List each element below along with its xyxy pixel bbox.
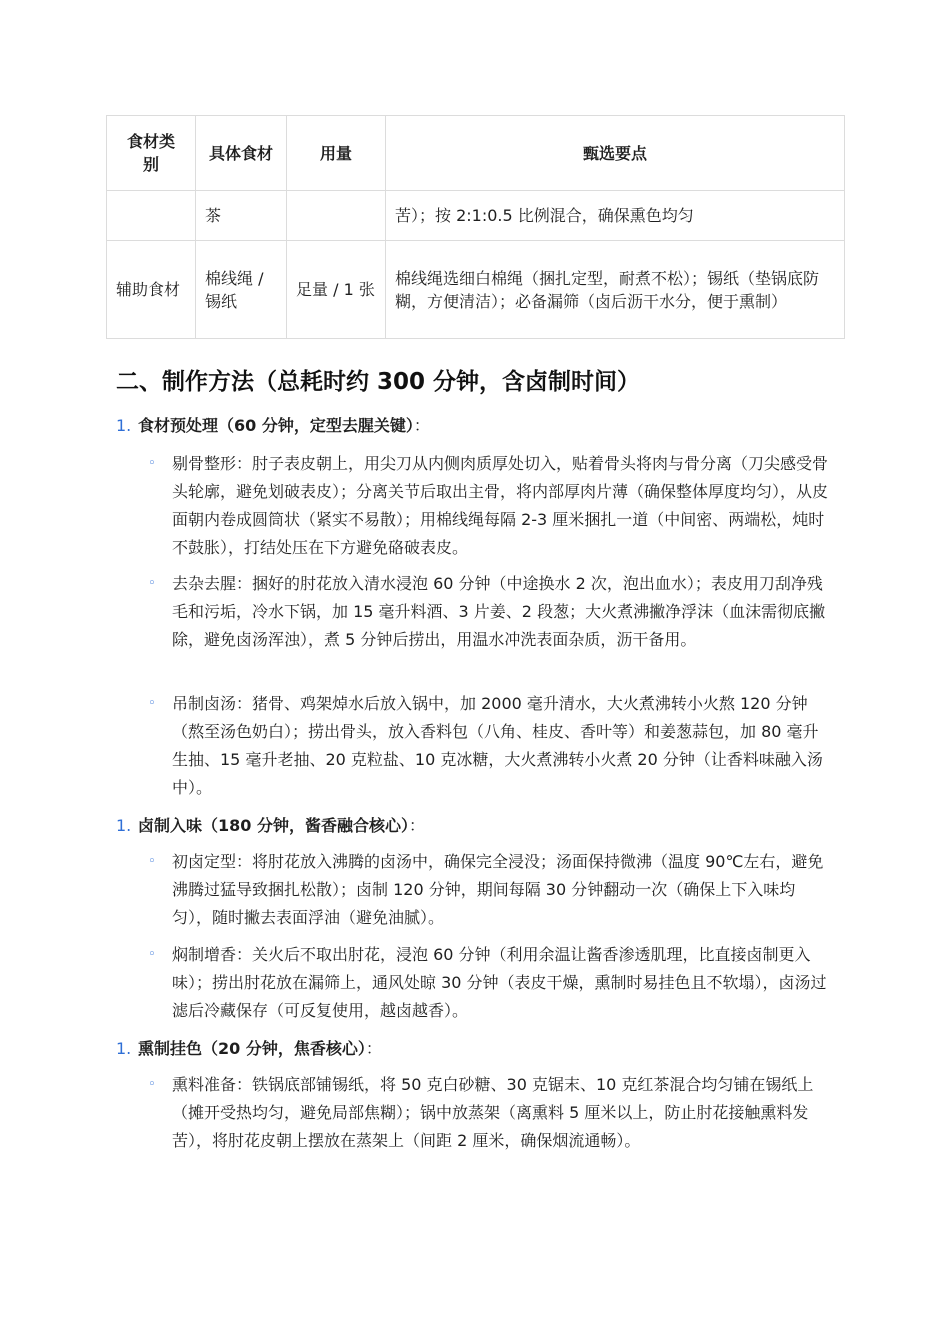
table-row — [107, 241, 845, 339]
step-heading — [116, 414, 430, 437]
list-item — [148, 690, 828, 802]
table-cell: 苦）；按 2:1:0.5 比例混合，确保熏色均匀 — [386, 191, 845, 241]
step-title: 卤制入味（180 分钟，酱香融合核心） — [138, 816, 409, 835]
list-item-text: 初卤定型：将肘花放入沸腾的卤汤中，确保完全浸没；汤面保持微沸（温度 90℃左右，避免沸腾过猛导致捆扎松散）；卤制 120 分钟，期间每隔 30 分钟翻动一次（确保上下入味均匀），随时撇去表面浮油（避免油腻）。 — [172, 852, 824, 927]
header-amount: 用量 — [287, 116, 386, 191]
table-cell: 棉线绳 / 锡纸 — [196, 241, 287, 339]
ingredients-table — [106, 115, 845, 339]
list-item — [148, 941, 828, 1025]
step-colon: ： — [365, 1039, 382, 1058]
header-selection-points: 甄选要点 — [386, 116, 845, 191]
list-item — [148, 570, 828, 654]
list-item — [148, 1071, 828, 1155]
list-item-text: 吊制卤汤：猪骨、鸡架焯水后放入锅中，加 2000 毫升清水，大火煮沸转小火熬 120 分钟（熬至汤色奶白）；捞出骨头，放入香料包（八角、桂皮、香叶等）和姜葱蒜包，加 80 毫升生抽、15 毫升老抽、20 克粒盐、10 克冰糖，大火煮沸转小火煮 20 分钟（让香料味融入汤中）。 — [172, 694, 823, 797]
step-heading — [116, 814, 425, 837]
list-item — [148, 450, 828, 562]
step-colon: ： — [408, 816, 425, 835]
table-header-row — [107, 116, 845, 191]
step-colon: ： — [413, 416, 430, 435]
list-item-text: 焖制增香：关火后不取出肘花，浸泡 60 分钟（利用余温让酱香渗透肌理，比直接卤制更入味）；捞出肘花放在漏筛上，通风处晾 30 分钟（表皮干燥，熏制时易挂色且不软塌），卤汤过滤后冷藏保存（可反复使用，越卤越香）。 — [172, 945, 827, 1020]
table-cell — [107, 191, 196, 241]
bullet-icon: ◦ — [148, 696, 156, 711]
table-cell: 棉线绳选细白棉绳（捆扎定型，耐煮不松）；锡纸（垫锅底防糊，方便清洁）；必备漏筛（卤后沥干水分，便于熏制） — [386, 241, 845, 339]
table-cell: 辅助食材 — [107, 241, 196, 339]
list-item — [148, 848, 828, 932]
table-row — [107, 191, 845, 241]
list-item-text: 熏料准备：铁锅底部铺锡纸，将 50 克白砂糖、30 克锯末、10 克红茶混合均匀铺在锡纸上（摊开受热均匀，避免局部焦糊）；锅中放蒸架（离熏料 5 厘米以上，防止肘花接触熏料发苦），将肘花皮朝上摆放在蒸架上（间距 2 厘米，确保烟流通畅）。 — [172, 1075, 814, 1150]
section-heading: 二、制作方法（总耗时约 300 分钟，含卤制时间） — [116, 369, 641, 395]
bullet-icon: ◦ — [148, 1077, 156, 1092]
header-ingredient: 具体食材 — [196, 116, 287, 191]
bullet-icon: ◦ — [148, 947, 156, 962]
table-cell — [287, 191, 386, 241]
header-category: 食材类别 — [107, 116, 196, 191]
step-number: 1. — [116, 1039, 132, 1058]
table-cell: 茶 — [196, 191, 287, 241]
step-number: 1. — [116, 816, 132, 835]
step-heading — [116, 1037, 382, 1060]
step-number: 1. — [116, 416, 132, 435]
bullet-icon: ◦ — [148, 456, 156, 471]
table-cell: 足量 / 1 张 — [287, 241, 386, 339]
step-title: 食材预处理（60 分钟，定型去腥关键） — [138, 416, 414, 435]
bullet-icon: ◦ — [148, 576, 156, 591]
list-item-text: 去杂去腥：捆好的肘花放入清水浸泡 60 分钟（中途换水 2 次，泡出血水）；表皮用刀刮净残毛和污垢，冷水下锅，加 15 毫升料酒、3 片姜、2 段葱；大火煮沸撇净浮沫（血沫需彻底撇除，避免卤汤浑浊），煮 5 分钟后捞出，用温水冲洗表面杂质，沥干备用。 — [172, 574, 826, 649]
step-title: 熏制挂色（20 分钟，焦香核心） — [138, 1039, 366, 1058]
bullet-icon: ◦ — [148, 854, 156, 869]
list-item-text: 剔骨整形：肘子表皮朝上，用尖刀从内侧肉质厚处切入，贴着骨头将肉与骨分离（刀尖感受骨头轮廓，避免划破表皮）；分离关节后取出主骨，将内部厚肉片薄（确保整体厚度均匀），从皮面朝内卷成圆筒状（紧实不易散）；用棉线绳每隔 2-3 厘米捆扎一道（中间密、两端松，炖时不鼓胀），打结处压在下方避免硌破表皮。 — [172, 454, 829, 557]
